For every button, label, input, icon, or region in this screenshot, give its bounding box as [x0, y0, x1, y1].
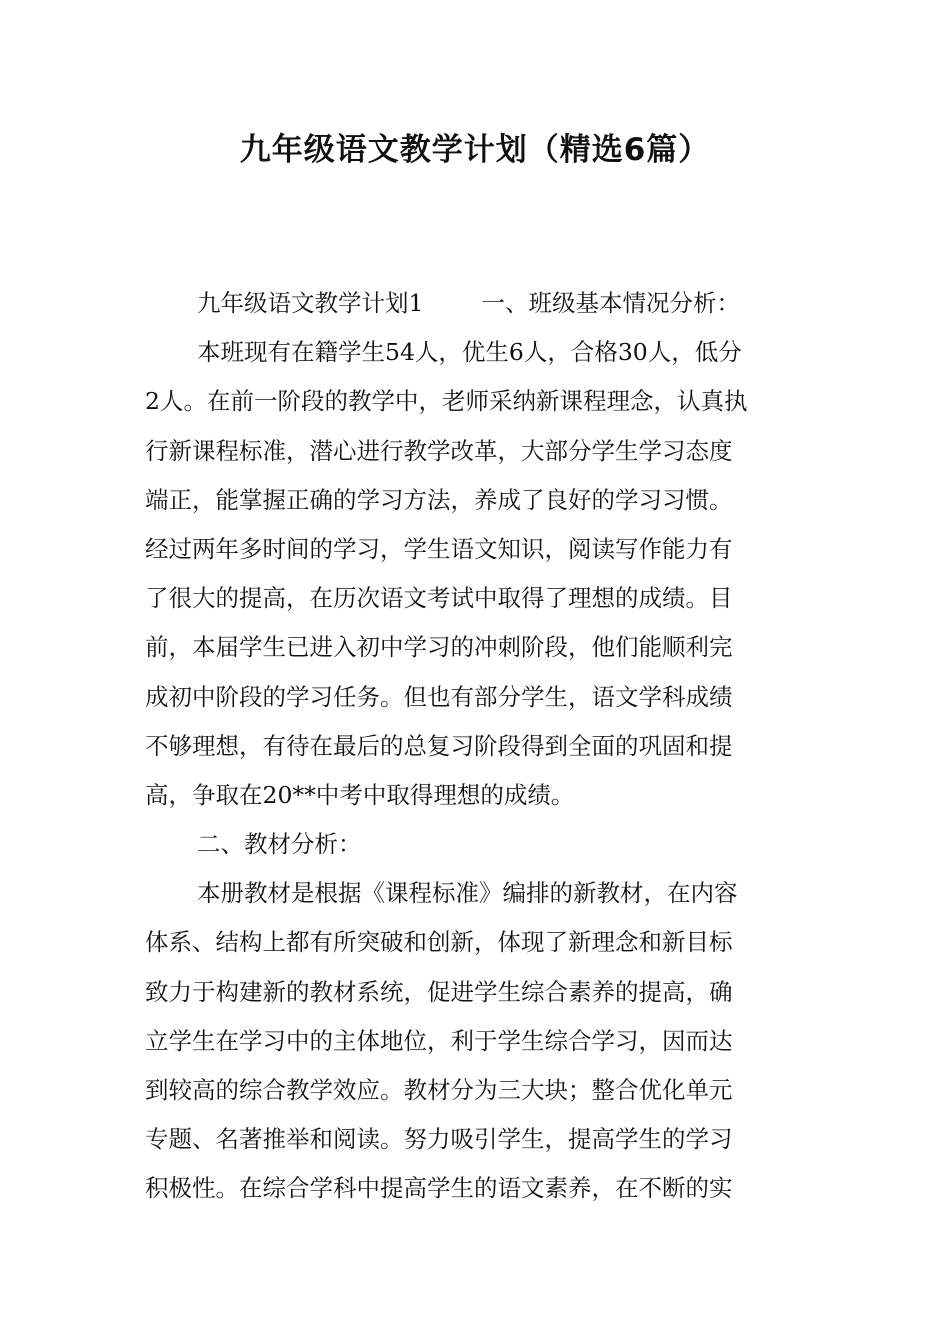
paragraph-line: 行新课程标准，潜心进行教学改革，大部分学生学习态度 — [145, 436, 733, 465]
document-body — [145, 279, 807, 1214]
paragraph-line: 不够理想，有待在最后的总复习阶段得到全面的巩固和提 — [145, 731, 733, 760]
section-heading: 二、教材分析： — [197, 830, 362, 859]
paragraph-line: 成初中阶段的学习任务。但也有部分学生，语文学科成绩 — [145, 682, 733, 711]
section-heading: 九年级语文教学计划1 — [197, 289, 424, 317]
paragraph-line: 致力于构建新的教材系统，促进学生综合素养的提高，确 — [145, 977, 733, 1006]
paragraph-line: 经过两年多时间的学习，学生语文知识，阅读写作能力有 — [145, 534, 733, 563]
paragraph-line — [145, 279, 807, 328]
paragraph-line: 到较高的综合教学效应。教材分为三大块；整合优化单元 — [145, 1076, 733, 1104]
paragraph-line: 本班现有在籍学生54人，优生6人，合格30人，低分 — [197, 338, 742, 367]
subsection-heading: 一、班级基本情况分析： — [481, 289, 740, 317]
paragraph-line: 端正，能掌握正确的学习方法，养成了良好的学习习惯。 — [145, 485, 733, 514]
paragraph-line: 了很大的提高，在历次语文考试中取得了理想的成绩。目 — [145, 584, 733, 613]
document-title: 九年级语文教学计划（精选6篇） — [239, 132, 711, 168]
paragraph-line: 高，争取在20**中考中取得理想的成绩。 — [145, 780, 575, 809]
paragraph-line: 2人。在前一阶段的教学中，老师采纳新课程理念，认真执 — [145, 387, 748, 416]
paragraph-line: 前，本届学生已进入初中学习的冲刺阶段，他们能顺利完 — [145, 633, 733, 662]
paragraph-line: 积极性。在综合学科中提高学生的语文素养，在不断的实 — [145, 1174, 733, 1203]
paragraph-line: 专题、名著推举和阅读。努力吸引学生，提高学生的学习 — [145, 1125, 733, 1154]
paragraph-line: 立学生在学习中的主体地位，利于学生综合学习，因而达 — [145, 1026, 733, 1055]
paragraph-line: 体系、结构上都有所突破和创新，体现了新理念和新目标 — [145, 928, 733, 957]
paragraph-line: 本册教材是根据《课程标准》编排的新教材，在内容 — [197, 879, 738, 908]
